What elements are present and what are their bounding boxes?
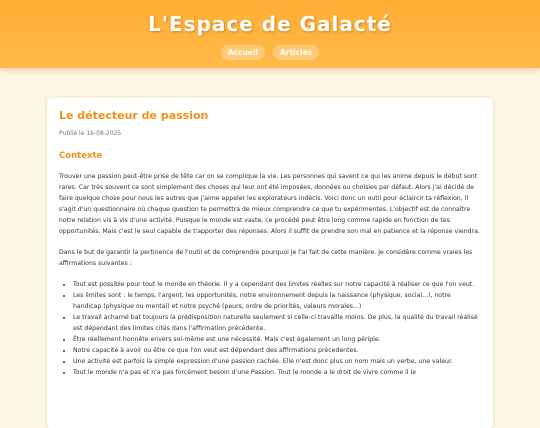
section-heading: Contexte [59,151,103,161]
list-item: • Les limites sont : le temps, l'argent, les opportunités, notre environnement depuis la naissance (physique, social...), notre handicap (physique ou mental) et notre psyché (peurs, ordre de priorités, valeurs morales...) [73,290,481,312]
list-item: • Une activité est parfois la simple expression d'une passion cachée. Elle n'est donc plus un nom mais un verbe, une valeur. [73,356,481,367]
nav-link-articles[interactable]: Articles [273,45,319,60]
list-item: • Notre capacité à avoir ou être ce que l'on veut est dépendant des affirmations précedentes. [73,345,481,356]
site-title: L'Espace de Galacté [148,12,392,36]
article-paragraph: Dans le but de garantir la pertinence de l'outil et de comprendre pourquoi je l'ai fait de cette manière. Je considère comme vraies les affirmations suivantes : [59,248,473,267]
article-paragraph: Trouver une passion peut-être prise de tête car on se complique la vie. Les personnes qui savent ce qui les anime depuis le début sont rares. Car très souvent ce sont simplement des choses qui leur ont été imposées, données ou choisies par défaut. Alors j'ai décidé de faire quelque chose pour nous les autres que j'aime appeler les explorateurs indécis. Voici donc un outil pour éclaircir ta réflexion. Il s'agit d'un questionnaire où chaque question te permettra de mieux comprendre ce que tu expérimentes. L'objectif est de connaître notre relation vis à vis d'une activité. Puisque le monde est vaste, ce procédé peut être long comme rapide en fonction de tes opportunités. Mais c'est le seul capable de t'apporter des réponses. Alors il suffit de prendre son mal en patience et la réponse viendra. [59,172,480,235]
site-header [0,0,540,68]
article-card [47,98,493,428]
affirmations-list [59,279,481,378]
nav-link-accueil[interactable]: Accueil [221,45,265,60]
list-item: • Tout le monde n'a pas et n'a pas forcément besoin d'une Passion. Tout le monde a le droit de vivre comme il le [73,367,481,378]
publication-date: Publié le 16-08-2025 [59,130,122,137]
list-item: • Être réellement honnête envers soi-même est une nécessité. Mais c'est également un long périple. [73,334,481,345]
article-title: Le détecteur de passion [59,109,209,122]
list-item: • Tout est possible pour tout le monde en théorie. Il y a cependant des limites réelles sur notre capacité à réaliser ce que l'on veut. [73,279,481,290]
list-item: • Le travail acharné bat toujours la prédisposition naturelle seulement si celle-ci travaille moins. De plus, la qualité du travail réalisé est dépendant des limites cités dans l'affirmation précédente. [73,312,481,334]
main-nav [0,45,540,60]
